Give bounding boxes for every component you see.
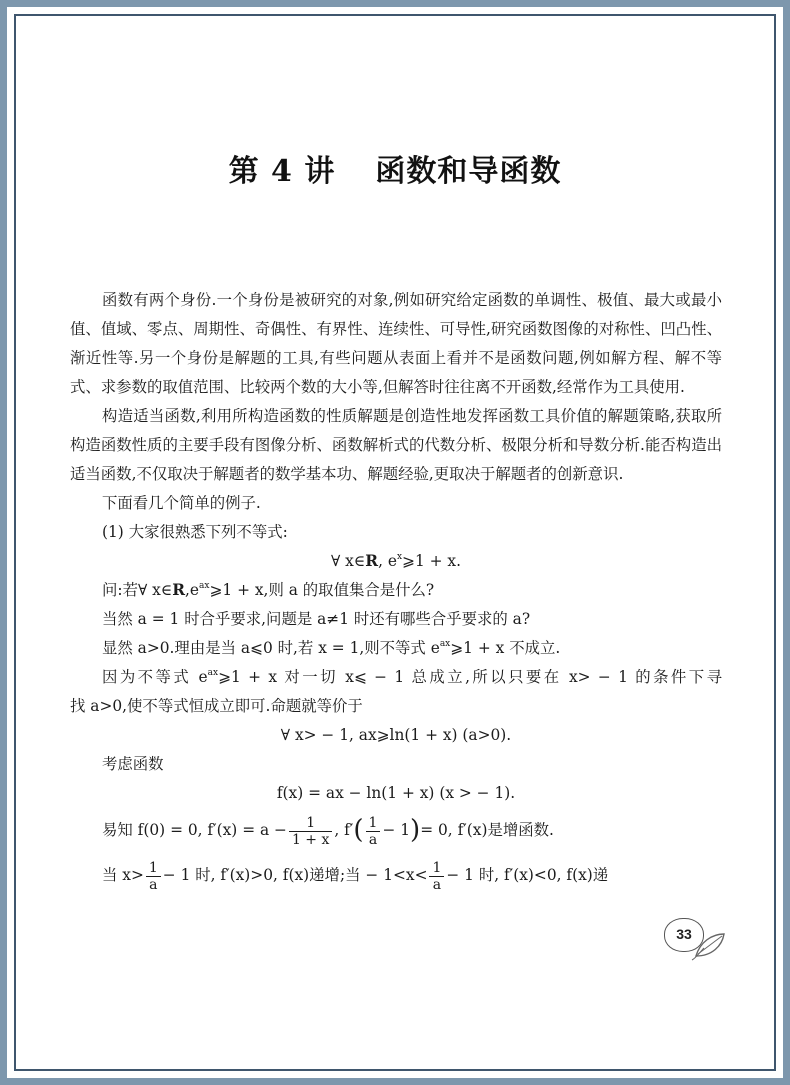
lecture-number: 第 4 讲 [228, 154, 336, 189]
fraction-1-over-1-plus-x: $\frac{1}{1 + x}$ [289, 815, 332, 848]
paragraph-a-positive: 显然 a>0.理由是当 a⩽0 时,若 x = 1,则不等式 $e^{ax}⩾1 + x$ 不成立. [102, 638, 561, 657]
paragraph-function-identities: 函数有两个身份.一个身份是被研究的对象,例如研究给定函数的单调性、极值、最大或最小值、值域、零点、周期性、奇偶性、有界性、连续性、可导性,研究函数图像的对称性、凹凸性、渐近性等.另一个身份是解题的工具,有些问题从表面上看并不是函数问题,例如解方程、解不等式、求参数的取值范围、比较两个数的大小等,但解答时往往离不开函数,经常作为工具使用. [70, 291, 722, 396]
fraction-1-over-a-first: $\frac{1}{a}$ [146, 860, 161, 893]
paragraph-because-line1: 因为不等式 $e^{ax}⩾1 + x$ 对一切 x⩽ − 1 总成立,所以只要在 x> − 1 的条件下寻 [102, 667, 722, 686]
paragraph-derivative: 易知 f(0) = 0, f′(x) = a − $\frac{1}{1 + x}$ , f′( $\frac{1}{a}$ − 1)= 0, f′(x)是增函数. [102, 814, 554, 848]
equation-exp-inequality: ∀ x∈R, $e^x⩾1 + x$. [331, 551, 461, 570]
example-1-heading: (1) 大家很熟悉下列不等式: [102, 523, 288, 541]
equation-function-f: f(x) = ax − ln(1 + x) (x > − 1). [276, 784, 516, 802]
question-line: 问:若∀ $x\in R,e^{ax}⩾1 + x$,则 a 的取值集合是什么? [102, 580, 435, 599]
paragraph-a-equals-1: 当然 a = 1 时合乎要求,问题是 a≠1 时还有哪些合乎要求的 a? [102, 610, 531, 628]
fraction-1-over-a: $\frac{1}{a}$ [366, 815, 381, 848]
page-number: 33 [664, 918, 704, 952]
paragraph-monotonicity: 当 x> $\frac{1}{a}$ − 1 时, f′(x)>0, f(x)递增;当 − 1<x< $\frac{1}{a}$ − 1 时, f′(x)<0, f(x)递 [102, 859, 609, 893]
paragraph-consider-function: 考虑函数 [102, 755, 164, 773]
paragraph-because-line2: 找 a>0,使不等式恒成立即可.命题就等价于 [70, 697, 363, 715]
paragraph-examples-intro: 下面看几个简单的例子. [102, 494, 261, 512]
fraction-1-over-a-second: $\frac{1}{a}$ [429, 860, 444, 893]
equation-equivalent: ∀ x> − 1, ax⩾ln(1 + x) (a>0). [280, 726, 512, 744]
lecture-topic: 函数和导函数 [375, 154, 562, 189]
page-content [70, 286, 722, 898]
lecture-title [0, 146, 790, 190]
paragraph-construct-function: 构造适当函数,利用所构造函数的性质解题是创造性地发挥函数工具价值的解题策略,获取所构造函数性质的主要手段有图像分析、函数解析式的代数分析、极限分析和导数分析.能否构造出适当函数,不仅取决于解题者的数学基本功、解题经验,更取决于解题者的创新意识. [70, 407, 722, 483]
